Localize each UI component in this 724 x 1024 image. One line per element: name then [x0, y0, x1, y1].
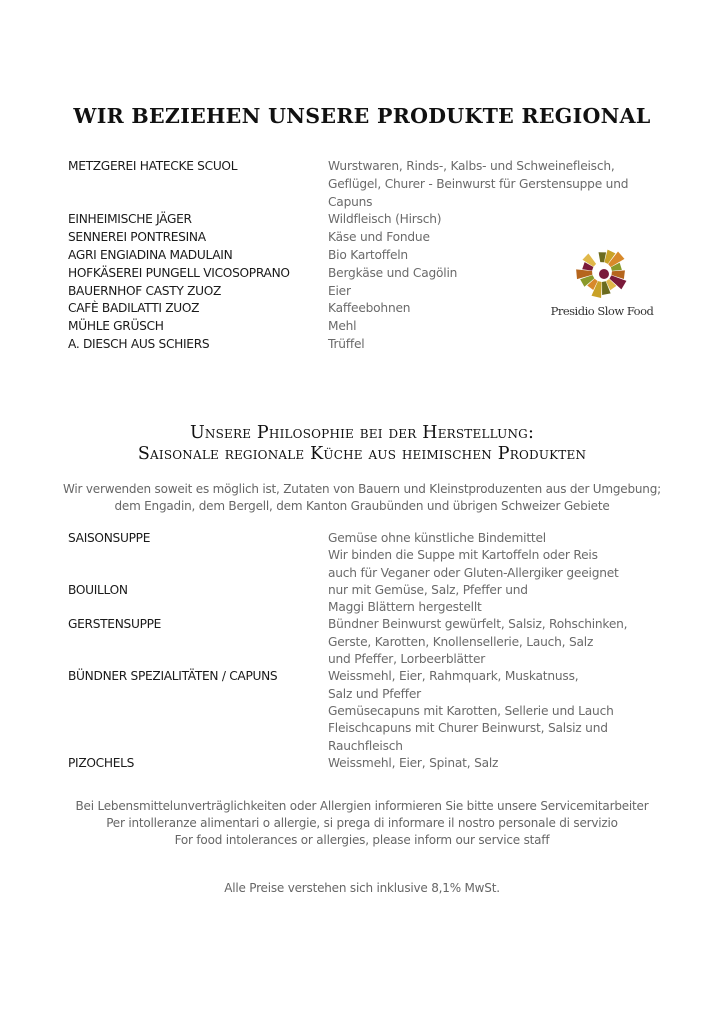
dish-row-description — [328, 616, 627, 668]
supplier-row-description — [328, 247, 408, 265]
philosophy-intro-2: dem Engadin, dem Bergell, dem Kanton Graubünden und übrigen Schweizer Gebiete — [114, 499, 610, 513]
supplier-row-description — [328, 300, 410, 318]
supplier-row-description — [328, 283, 351, 301]
description-line: Gemüsecapuns mit Karotten, Sellerie und Lauch — [328, 703, 614, 718]
description-line: Bergkäse und Cagölin — [328, 265, 458, 280]
description-line: Mehl — [328, 319, 357, 334]
supplier-row-name: MÜHLE GRÜSCH — [68, 319, 164, 334]
dish-row-name: SAISONSUPPE — [68, 531, 151, 545]
supplier-row-description — [328, 318, 356, 336]
supplier-row-description — [328, 265, 457, 283]
dish-row — [68, 668, 668, 754]
dish-list — [68, 530, 668, 772]
supplier-row-description — [328, 158, 628, 211]
description-line: Kaffeebohnen — [328, 301, 411, 316]
description-line: Wir binden die Suppe mit Kartoffeln oder Reis — [328, 548, 598, 563]
dish-row — [68, 582, 668, 617]
supplier-row — [68, 336, 668, 354]
supplier-row-description — [328, 229, 430, 247]
dish-row-name: BOUILLON — [68, 582, 128, 597]
description-line: Bio Kartoffeln — [328, 247, 408, 262]
dish-row — [68, 755, 668, 772]
description-line: Bündner Beinwurst gewürfelt, Salsiz, Rohschinken, — [328, 617, 628, 632]
page-title: WIR BEZIEHEN UNSERE PRODUKTE REGIONAL — [73, 104, 651, 128]
supplier-row-description — [328, 211, 441, 229]
supplier-row-name: CAFÈ BADILATTI ZUOZ — [68, 301, 200, 316]
supplier-row-name: AGRI ENGIADINA MADULAIN — [68, 247, 233, 262]
description-line: Wurstwaren, Rinds-, Kalbs- und Schweinefleisch, — [328, 159, 615, 173]
dish-row-description — [328, 668, 614, 754]
description-line: Weissmehl, Eier, Rahmquark, Muskatnuss, — [328, 669, 579, 684]
description-line: Eier — [328, 283, 351, 298]
description-line: Weissmehl, Eier, Spinat, Salz — [328, 755, 499, 770]
philosophy-heading-2: Saisonale regionale Küche aus heimischen Produkten — [137, 444, 587, 464]
supplier-row-name: EINHEIMISCHE JÄGER — [68, 212, 192, 227]
description-line: Maggi Blättern hergestellt — [328, 600, 482, 615]
description-line: Gerste, Karotten, Knollensellerie, Lauch, Salz — [328, 634, 594, 649]
allergy-note-en: For food intolerances or allergies, please inform our service staff — [174, 833, 550, 847]
description-line: und Pfeffer, Lorbeerblätter — [328, 652, 486, 667]
description-line: Fleischcapuns mit Churer Beinwurst, Salsiz und — [328, 721, 608, 736]
allergy-note-de: Bei Lebensmittelunverträglichkeiten oder Allergien informieren Sie bitte unsere Servicemitarbeiter — [75, 799, 649, 813]
description-line: Wildfleisch (Hirsch) — [328, 212, 442, 227]
dish-row-name: BÜNDNER SPEZIALITÄTEN / CAPUNS — [68, 669, 278, 684]
description-line: Salz und Pfeffer — [328, 686, 421, 701]
allergy-note-it: Per intolleranze alimentari o allergie, si prega di informare il nostro personale di servizio — [106, 816, 618, 830]
description-line: Trüffel — [328, 336, 365, 351]
supplier-row-name: HOFKÄSEREI PUNGELL VICOSOPRANO — [68, 265, 290, 280]
philosophy-heading-1: Unsere Philosophie bei der Herstellung: — [189, 423, 535, 443]
dish-row-description — [328, 755, 498, 772]
description-line: Capuns — [328, 194, 373, 209]
philosophy-intro-1: Wir verwenden soweit es möglich ist, Zutaten von Bauern und Kleinstproduzenten aus der Umgebung; — [63, 482, 661, 496]
dish-row — [68, 616, 668, 668]
slow-food-logo-icon — [546, 238, 658, 304]
description-line: Rauchfleisch — [328, 738, 403, 753]
dish-row-name: GERSTENSUPPE — [68, 617, 162, 632]
dish-row — [68, 530, 668, 582]
dish-row-description — [328, 582, 528, 617]
supplier-row-name: METZGEREI HATECKE SCUOL — [68, 159, 238, 173]
supplier-row-name: BAUERNHOF CASTY ZUOZ — [68, 283, 222, 298]
description-line: nur mit Gemüse, Salz, Pfeffer und — [328, 582, 528, 597]
description-line: Geflügel, Churer - Beinwurst für Gerstensuppe und — [328, 176, 629, 191]
supplier-row-name: SENNEREI PONTRESINA — [68, 230, 206, 245]
supplier-row-description — [328, 336, 364, 354]
supplier-row-name: A. DIESCH AUS SCHIERS — [68, 336, 210, 351]
description-line: Käse und Fondue — [328, 230, 430, 245]
logo-center — [599, 269, 609, 279]
description-line: Gemüse ohne künstliche Bindemittel — [328, 531, 546, 545]
supplier-row — [68, 211, 668, 229]
vat-note: Alle Preise verstehen sich inklusive 8,1% MwSt. — [224, 881, 500, 895]
supplier-row — [68, 158, 668, 211]
presidio-slow-food-logo — [546, 238, 658, 324]
dish-row-name: PIZOCHELS — [68, 755, 135, 770]
dish-row-description — [328, 530, 619, 582]
logo-text: Presidio Slow Food — [550, 304, 654, 318]
description-line: auch für Veganer oder Gluten-Allergiker geeignet — [328, 565, 619, 580]
